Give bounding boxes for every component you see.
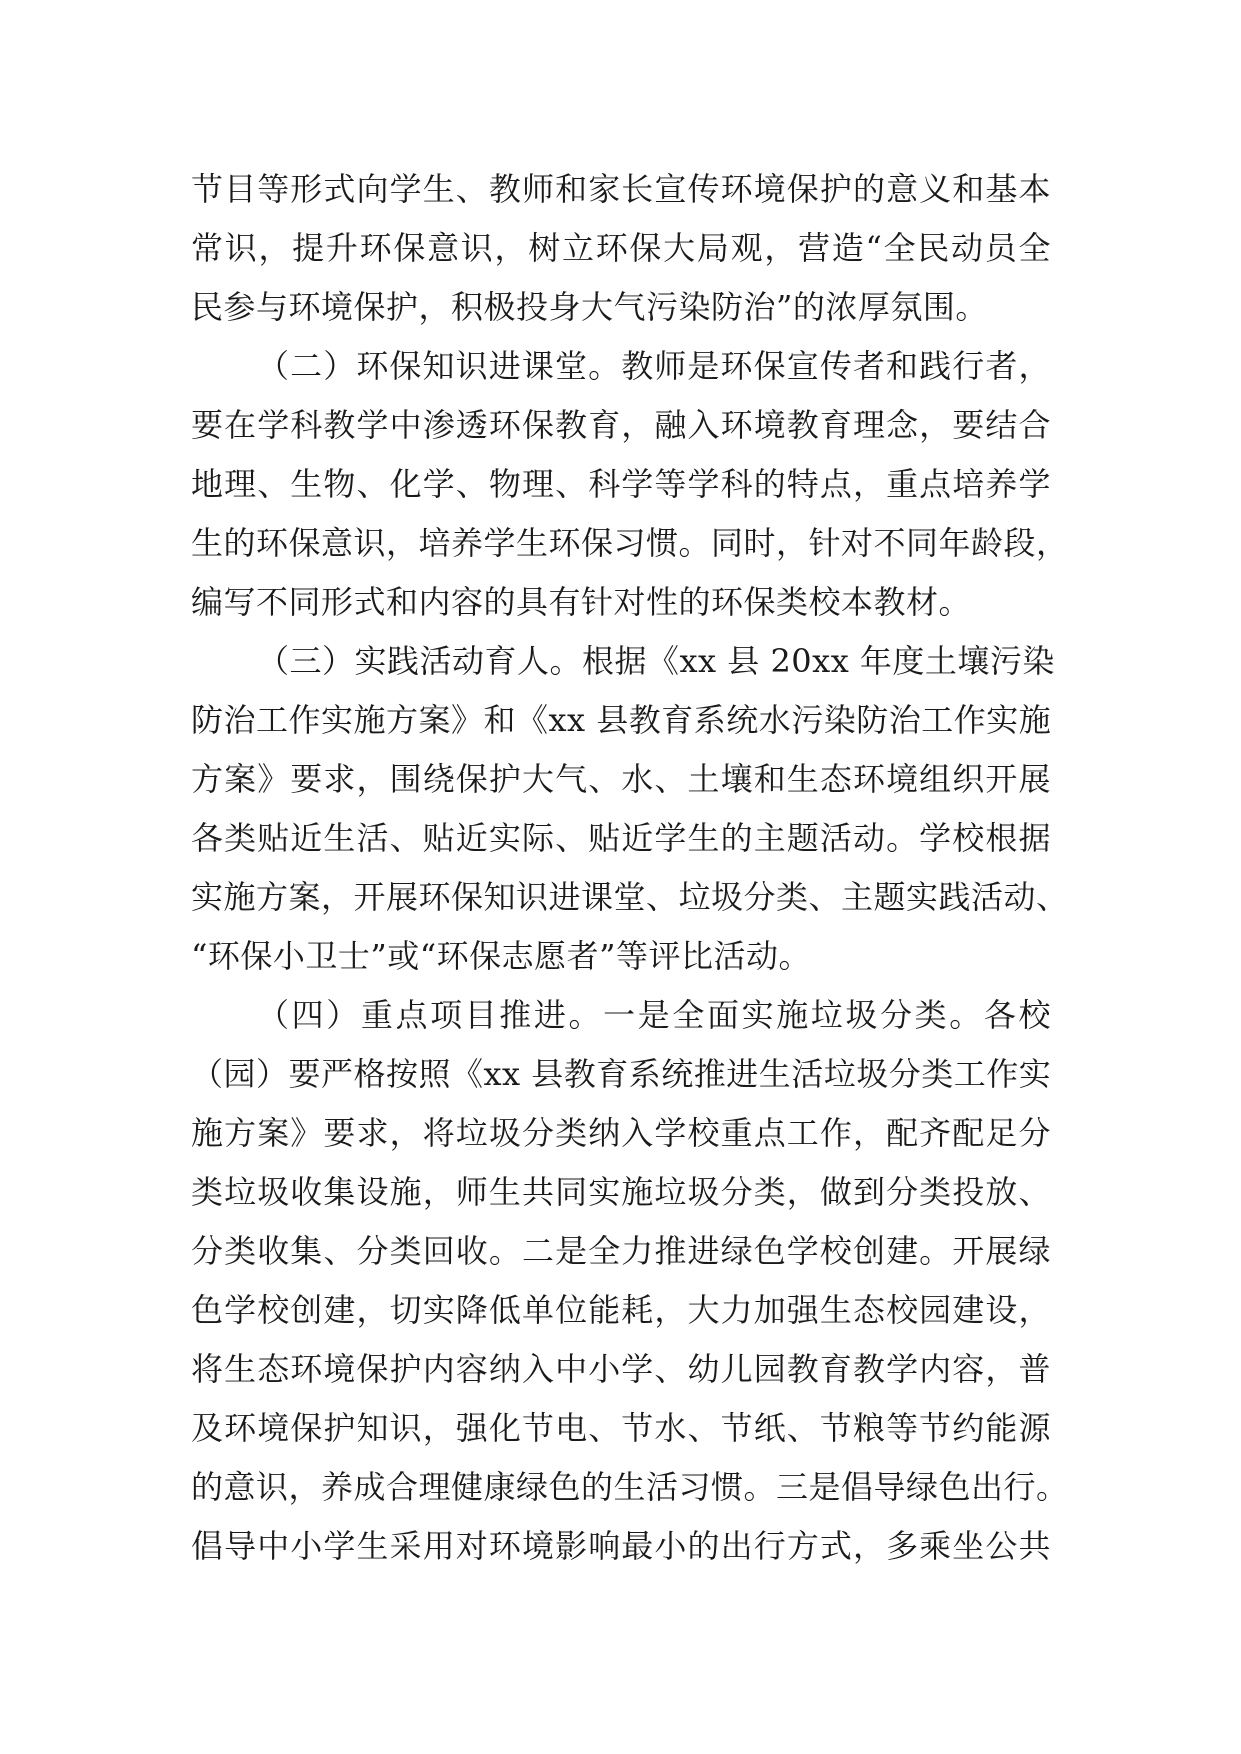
text-line: 及环境保护知识，强化节电、节水、节纸、节粮等节约能源 (191, 1409, 1051, 1447)
text-line: 防治工作实施方案》和《xx 县教育系统水污染防治工作实施 (191, 701, 1052, 739)
text-line: 的意识，养成合理健康绿色的生活习惯。三是倡导绿色出行。 (191, 1468, 1069, 1506)
text-line: 地理、生物、化学、物理、科学等学科的特点，重点培养学 (191, 465, 1051, 503)
text-line: 生的环保意识，培养学生环保习惯。同时，针对不同年龄段， (191, 524, 1069, 562)
text-line: 要在学科教学中渗透环保教育，融入环境教育理念，要结合 (191, 406, 1051, 444)
text-line: 分类收集、分类回收。二是全力推进绿色学校创建。开展绿 (191, 1232, 1051, 1270)
text-line: 色学校创建，切实降低单位能耗，大力加强生态校园建设， (191, 1291, 1051, 1329)
text-line: 各类贴近生活、贴近实际、贴近学生的主题活动。学校根据 (191, 819, 1051, 857)
text-line: “环保小卫士”或“环保志愿者”等评比活动。 (191, 937, 811, 975)
paragraph-first-line: （三）实践活动育人。根据《xx 县 20xx 年度土壤污染 (257, 642, 1055, 680)
text-line: （园）要严格按照《xx 县教育系统推进生活垃圾分类工作实 (191, 1055, 1052, 1093)
text-line: 将生态环境保护内容纳入中小学、幼儿园教育教学内容，普 (191, 1350, 1051, 1388)
text-line: 倡导中小学生采用对环境影响最小的出行方式，多乘坐公共 (191, 1527, 1051, 1565)
document-body (191, 160, 1069, 1576)
text-line: 编写不同形式和内容的具有针对性的环保类校本教材。 (191, 583, 972, 621)
text-line: 施方案》要求，将垃圾分类纳入学校重点工作，配齐配足分 (191, 1114, 1051, 1152)
text-line: 民参与环境保护，积极投身大气污染防治”的浓厚氛围。 (191, 288, 988, 326)
paragraph-first-line: （二）环保知识进课堂。教师是环保宣传者和践行者， (257, 347, 1051, 385)
text-line: 类垃圾收集设施，师生共同实施垃圾分类，做到分类投放、 (191, 1173, 1051, 1211)
text-line: 方案》要求，围绕保护大气、水、土壤和生态环境组织开展 (191, 760, 1051, 798)
text-line: 节目等形式向学生、教师和家长宣传环境保护的意义和基本 (191, 170, 1051, 208)
paragraph-first-line: （四）重点项目推进。一是全面实施垃圾分类。各校 (257, 996, 1051, 1034)
text-line: 常识，提升环保意识，树立环保大局观，营造“全民动员全 (191, 229, 1051, 267)
text-line: 实施方案，开展环保知识进课堂、垃圾分类、主题实践活动、 (191, 878, 1069, 916)
